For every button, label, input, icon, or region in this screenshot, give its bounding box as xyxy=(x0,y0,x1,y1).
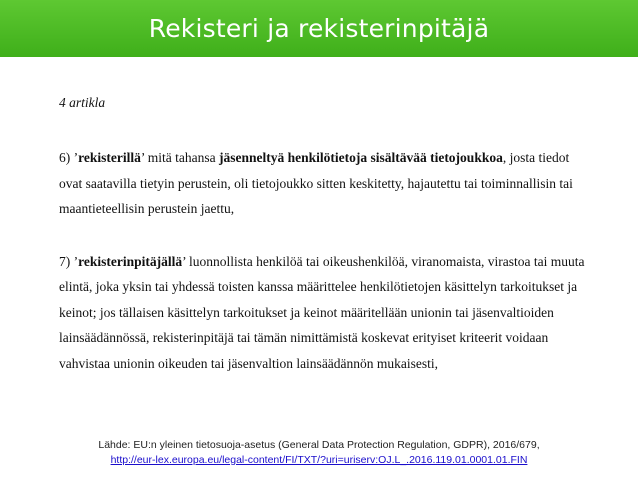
definition-6-number: 6) ’ xyxy=(59,150,79,165)
slide-title: Rekisteri ja rekisterinpitäjä xyxy=(148,14,490,43)
definition-7 xyxy=(59,249,589,377)
definition-6-term: rekisterillä xyxy=(78,150,141,165)
definition-7-text: ’ luonnollista henkilöä tai oikeushenkilöä, viranomaista, virastoa tai muuta elintä, joka yksin tai yhdessä toisten kanssa määrittelee henkilötietojen käsittelyn tarkoitukset ja keinot; jos tällaisen käsittelyn tarkoitukset ja keinot määritellään unionin tai jäsenvaltioiden lainsäädännössä, rekisterinpitäjä tai tämän nimittämistä koskevat erityiset kriteerit voidaan vahvistaa unionin oikeuden tai jäsenvaltion lainsäädännön mukaisesti, xyxy=(59,253,585,371)
definition-6 xyxy=(59,145,589,222)
source-citation xyxy=(0,438,638,468)
definition-6-text: , josta tiedot ovat saatavilla tietyin perustein, oli tietojoukko sitten keskitetty, hajautettu tai toiminnallisin tai maantieteellisin perustein jaettu, xyxy=(59,150,573,216)
definition-7-number: 7) ’ xyxy=(59,253,79,269)
article-label: 4 artikla xyxy=(59,95,106,110)
source-link[interactable]: http://eur-lex.europa.eu/legal-content/FI/TXT/?uri=uriserv:OJ.L_.2016.119.01.0001.01.FIN xyxy=(110,454,528,466)
slide-content xyxy=(59,94,589,376)
title-bar xyxy=(0,0,638,57)
definition-6-emphasis: jäsenneltyä henkilötietoja sisältävää tietojoukkoa xyxy=(218,150,503,165)
definition-6-connector: ’ mitä tahansa xyxy=(140,150,219,165)
source-text: Lähde: EU:n yleinen tietosuoja-asetus (General Data Protection Regulation, GDPR), 2016/679, xyxy=(98,439,540,451)
definition-7-term: rekisterinpitäjällä xyxy=(78,253,183,269)
